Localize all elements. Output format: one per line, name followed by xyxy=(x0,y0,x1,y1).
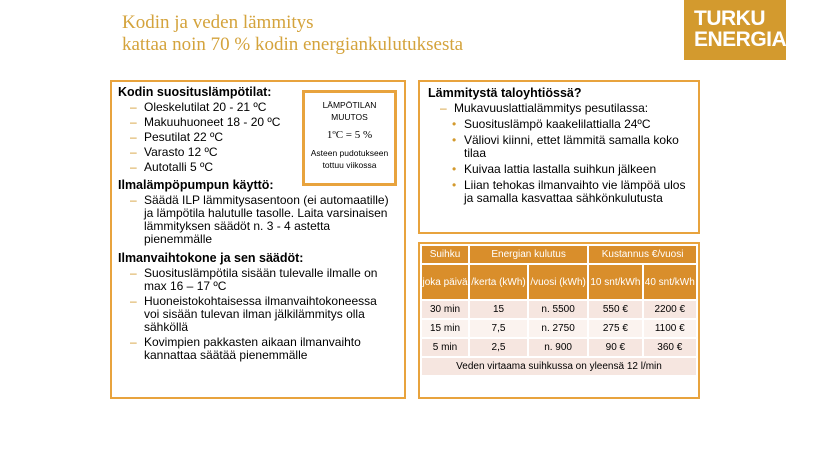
table-header-energy: Energian kulutus xyxy=(470,246,587,263)
table-row xyxy=(422,339,696,356)
heat-pump-heading: Ilmalämpöpumpun käyttö: xyxy=(118,178,274,192)
recommended-temperatures-heading: Kodin suosituslämpötilat: xyxy=(118,85,272,99)
table-cell: 360 € xyxy=(644,339,696,356)
table-cell: 275 € xyxy=(589,320,641,337)
table-cell: 7,5 xyxy=(470,320,527,337)
housing-heating-panel xyxy=(418,80,700,234)
list-item: • Kuivaa lattia lastalla suihkun jälkeen xyxy=(428,163,694,176)
list-item: – Makuuhuoneet 18 - 20 ºC xyxy=(118,116,398,129)
table-footer-note: Veden virtaama suihkussa on yleensä 12 l/min xyxy=(422,358,696,375)
table-subheader: joka päivä xyxy=(422,265,468,299)
floor-heating-subheading: – Mukavuuslattialämmitys pesutilassa: xyxy=(428,102,694,115)
ventilation-heading: Ilmanvaihtokone ja sen säädöt: xyxy=(118,251,304,265)
list-item: – Suosituslämpötila sisään tulevalle ilmalle on max 16 – 17 ºC xyxy=(118,267,390,293)
table-row xyxy=(422,320,696,337)
housing-heating-heading: Lämmitystä taloyhtiössä? xyxy=(428,86,582,100)
list-item: – Autotalli 5 ºC xyxy=(118,161,398,174)
home-temperatures-panel xyxy=(110,80,406,399)
table-header-shower: Suihku xyxy=(422,246,468,263)
box-line-3: Asteen pudotukseen xyxy=(310,148,389,158)
table-cell: 5 min xyxy=(422,339,468,356)
table-cell: 1100 € xyxy=(644,320,696,337)
table-header-cost: Kustannus €/vuosi xyxy=(589,246,696,263)
list-item: – Säädä ILP lämmitysasentoon (ei automaatille) ja lämpötila halutulle tasolle. Laita varsinaisen lämmityksen säädöt n. 3 - 4 astetta pienemmälle xyxy=(118,194,390,246)
table-subheader: 10 snt/kWh xyxy=(589,265,641,299)
turku-energia-logo xyxy=(684,0,786,60)
table-cell: 30 min xyxy=(422,301,468,318)
list-item: – Pesutilat 22 ºC xyxy=(118,131,398,144)
shower-cost-panel xyxy=(418,242,700,399)
list-item: • Väliovi kiinni, ettet lämmitä samalla koko tilaa xyxy=(428,134,694,160)
table-row xyxy=(422,301,696,318)
table-cell: 2,5 xyxy=(470,339,527,356)
box-line-4: tottuu viikossa xyxy=(322,160,377,170)
table-cell: 15 min xyxy=(422,320,468,337)
title-line-2: kattaa noin 70 % kodin energiankulutuksesta xyxy=(122,34,464,55)
list-item: • Liian tehokas ilmanvaihto vie lämpöä ulos ja samalla kasvattaa sähkönkulutusta xyxy=(428,179,694,205)
box-line-1: LÄMPÖTILAN xyxy=(322,100,377,110)
table-cell: n. 5500 xyxy=(529,301,587,318)
logo-line-1: TURKU xyxy=(694,7,765,30)
shower-cost-table xyxy=(420,244,698,377)
table-cell: 90 € xyxy=(589,339,641,356)
list-item: – Oleskelutilat 20 - 21 ºC xyxy=(118,101,398,114)
temperature-change-box xyxy=(302,90,397,186)
box-formula: 1ºC = 5 % xyxy=(326,129,373,141)
logo-line-2: ENERGIA xyxy=(694,28,787,51)
list-item: – Varasto 12 ºC xyxy=(118,146,398,159)
table-cell: n. 900 xyxy=(529,339,587,356)
slide-title xyxy=(122,12,463,56)
title-line-1: Kodin ja veden lämmitys xyxy=(122,12,314,33)
table-subheader: /vuosi (kWh) xyxy=(529,265,587,299)
table-cell: 550 € xyxy=(589,301,641,318)
table-subheader: 40 snt/kWh xyxy=(644,265,696,299)
table-cell: n. 2750 xyxy=(529,320,587,337)
table-cell: 2200 € xyxy=(644,301,696,318)
list-item: • Suosituslämpö kaakelilattialla 24ºC xyxy=(428,118,694,131)
box-line-2: MUUTOS xyxy=(331,112,368,122)
list-item: – Huoneistokohtaisessa ilmanvaihtokoneessa voi sisään tulevan ilman jälkilämmitys olla sähköllä xyxy=(118,295,390,334)
table-subheader: /kerta (kWh) xyxy=(470,265,527,299)
list-item: – Kovimpien pakkasten aikaan ilmanvaihto kannattaa säätää pienemmälle xyxy=(118,336,390,362)
table-cell: 15 xyxy=(470,301,527,318)
